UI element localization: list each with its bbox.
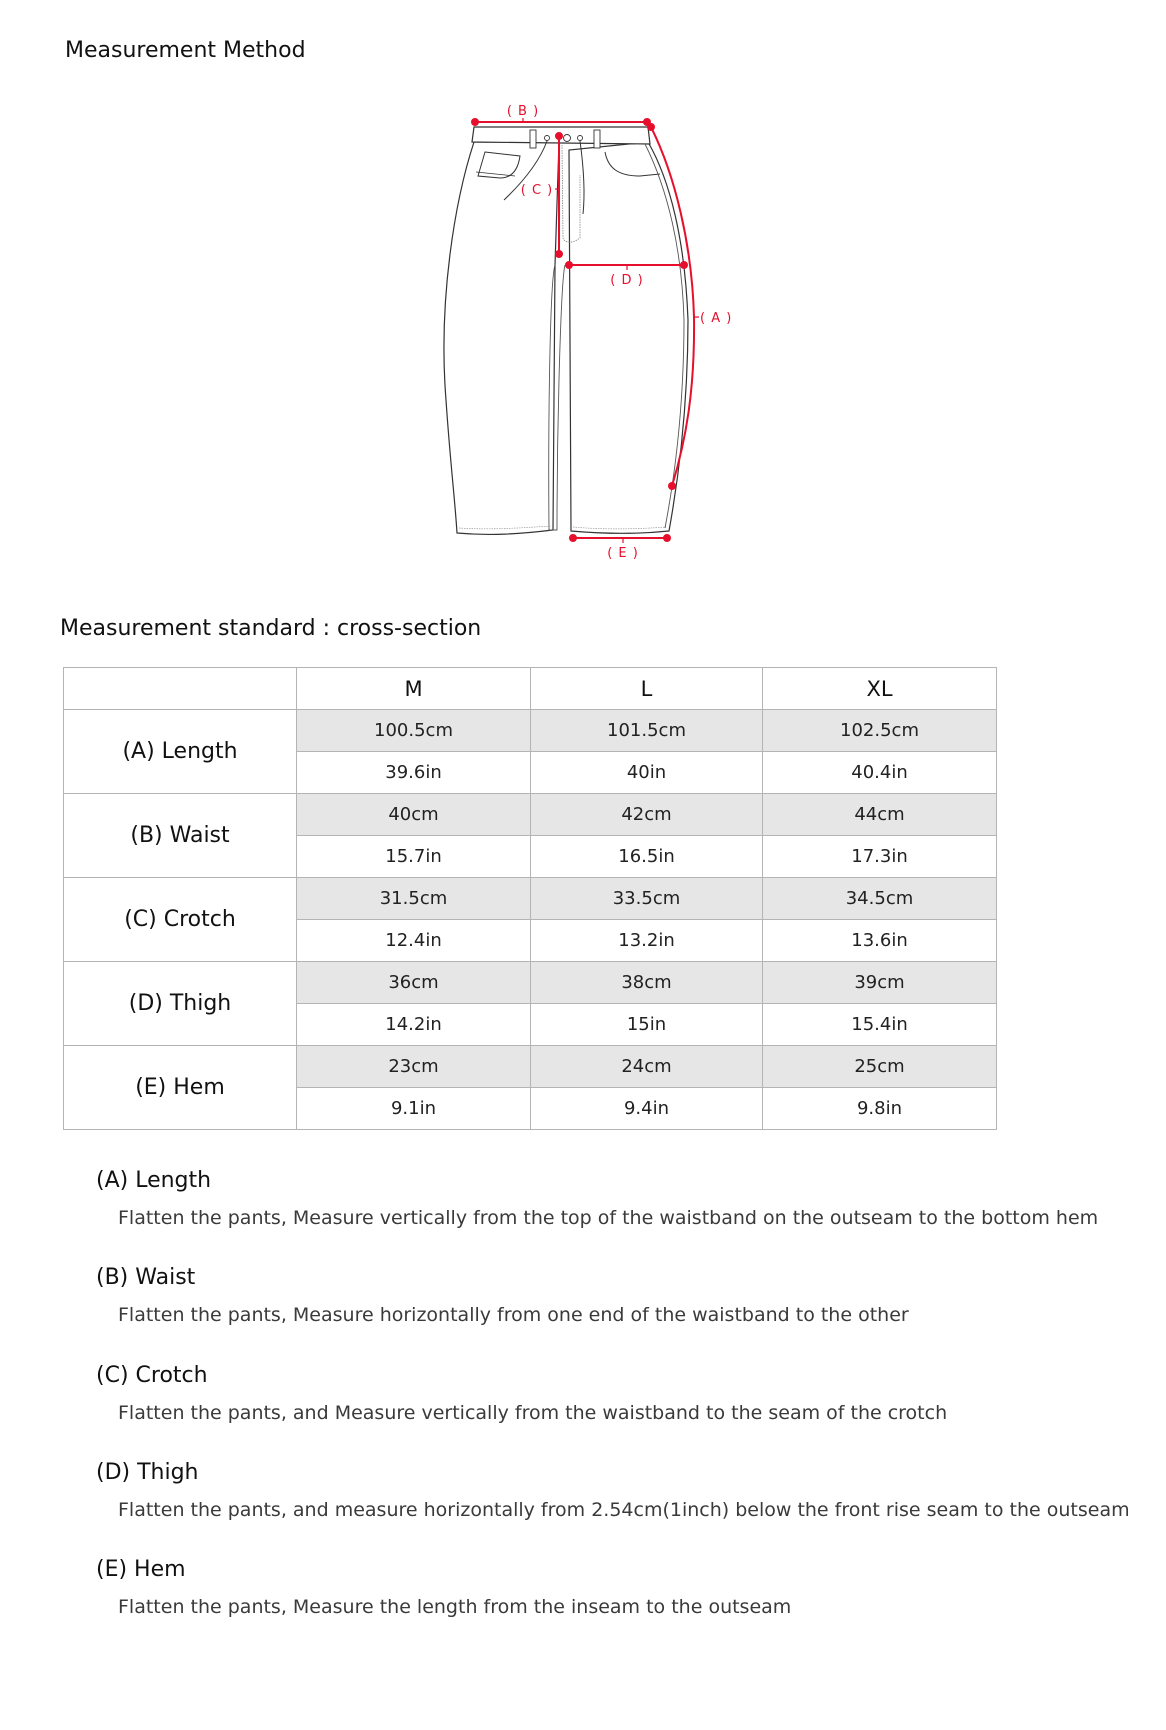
label-d: ( D ) xyxy=(610,273,644,288)
description-heading: (A) Length xyxy=(96,1168,212,1193)
page-title: Measurement Method xyxy=(65,38,306,63)
description-heading: (E) Hem xyxy=(96,1557,186,1582)
cell-in: 13.6in xyxy=(763,920,997,962)
table-row xyxy=(64,962,997,1004)
description-crotch xyxy=(96,1363,947,1424)
cell-cm: 33.5cm xyxy=(531,878,763,920)
row-label: (C) Crotch xyxy=(64,878,297,962)
cell-cm: 23cm xyxy=(297,1046,531,1088)
description-text: Flatten the pants, Measure vertically from the top of the waistband on the outseam to the bottom hem xyxy=(118,1207,1099,1229)
cell-cm: 24cm xyxy=(531,1046,763,1088)
table-row xyxy=(64,794,997,836)
row-label: (A) Length xyxy=(64,710,297,794)
cell-cm: 34.5cm xyxy=(763,878,997,920)
pants-measurement-diagram xyxy=(0,0,1166,600)
button xyxy=(564,135,571,142)
cell-in: 39.6in xyxy=(297,752,531,794)
header-blank xyxy=(64,668,297,710)
label-b: ( B ) xyxy=(506,104,540,119)
cell-in: 40in xyxy=(531,752,763,794)
cell-in: 40.4in xyxy=(763,752,997,794)
belt-loop-left xyxy=(530,130,536,148)
cell-cm: 40cm xyxy=(297,794,531,836)
description-waist xyxy=(96,1265,909,1326)
description-text: Flatten the pants, Measure horizontally from one end of the waistband to the other xyxy=(118,1304,909,1326)
cell-cm: 31.5cm xyxy=(297,878,531,920)
description-text: Flatten the pants, Measure the length from the inseam to the outseam xyxy=(118,1596,792,1618)
table-header-row xyxy=(64,668,997,710)
description-heading: (B) Waist xyxy=(96,1265,196,1290)
cell-in: 15in xyxy=(531,1004,763,1046)
right-leg-outline xyxy=(569,142,688,533)
cell-in: 16.5in xyxy=(531,836,763,878)
table-row xyxy=(64,878,997,920)
description-text: Flatten the pants, and Measure vertically from the waistband to the seam of the crotch xyxy=(118,1402,948,1424)
cell-in: 14.2in xyxy=(297,1004,531,1046)
label-a: ( A ) xyxy=(700,311,733,326)
cell-in: 15.4in xyxy=(763,1004,997,1046)
table-title: Measurement standard : cross-section xyxy=(60,616,482,641)
row-label: (B) Waist xyxy=(64,794,297,878)
row-label: (D) Thigh xyxy=(64,962,297,1046)
cell-in: 9.1in xyxy=(297,1088,531,1130)
cell-cm: 25cm xyxy=(763,1046,997,1088)
cell-cm: 42cm xyxy=(531,794,763,836)
label-e: ( E ) xyxy=(607,546,639,561)
cell-cm: 101.5cm xyxy=(531,710,763,752)
header-size: XL xyxy=(763,668,997,710)
belt-loop-right xyxy=(594,130,600,148)
cell-cm: 38cm xyxy=(531,962,763,1004)
cell-cm: 36cm xyxy=(297,962,531,1004)
table-row xyxy=(64,710,997,752)
cell-in: 17.3in xyxy=(763,836,997,878)
row-label: (E) Hem xyxy=(64,1046,297,1130)
description-length xyxy=(96,1168,1098,1229)
cell-in: 9.8in xyxy=(763,1088,997,1130)
header-size: L xyxy=(531,668,763,710)
left-leg-outline xyxy=(444,142,559,534)
description-hem xyxy=(96,1557,791,1618)
description-heading: (C) Crotch xyxy=(96,1363,208,1388)
cell-cm: 44cm xyxy=(763,794,997,836)
description-thigh xyxy=(96,1460,1130,1521)
pants-illustration xyxy=(444,127,688,534)
cell-in: 15.7in xyxy=(297,836,531,878)
description-text: Flatten the pants, and measure horizontally from 2.54cm(1inch) below the front rise seam to the outseam xyxy=(118,1499,1130,1521)
description-heading: (D) Thigh xyxy=(96,1460,199,1485)
cell-cm: 102.5cm xyxy=(763,710,997,752)
size-table xyxy=(63,667,997,1130)
cell-in: 13.2in xyxy=(531,920,763,962)
cell-cm: 100.5cm xyxy=(297,710,531,752)
cell-cm: 39cm xyxy=(763,962,997,1004)
header-size: M xyxy=(297,668,531,710)
label-c: ( C ) xyxy=(520,183,554,198)
cell-in: 12.4in xyxy=(297,920,531,962)
table-row xyxy=(64,1046,997,1088)
cell-in: 9.4in xyxy=(531,1088,763,1130)
